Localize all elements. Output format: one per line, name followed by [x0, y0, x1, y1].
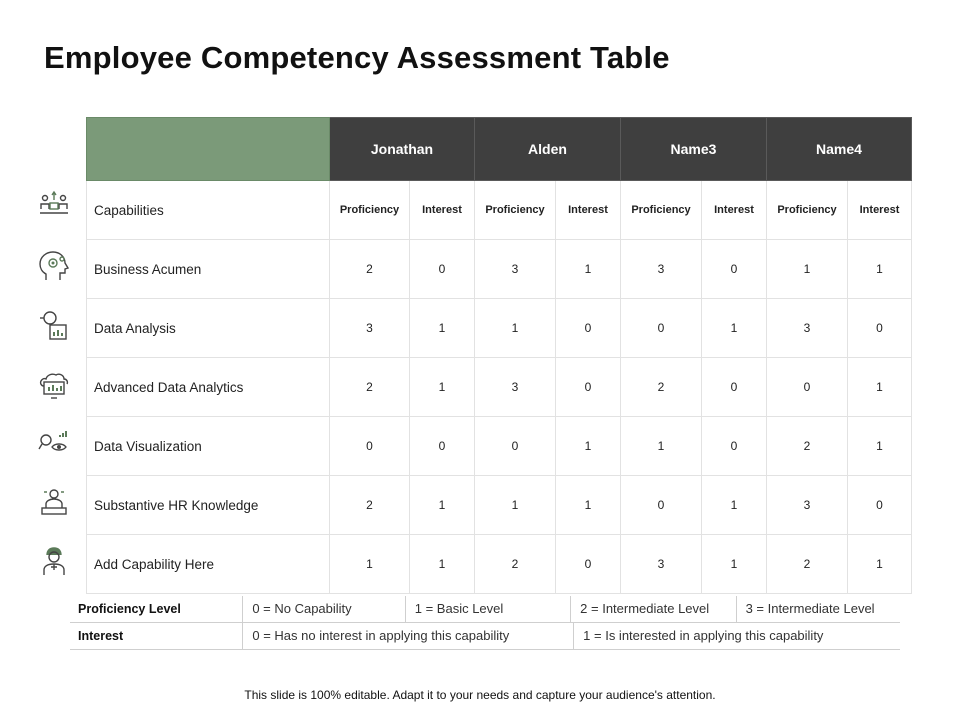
- proficiency-score: 1: [621, 417, 702, 476]
- header-corner-cell: [87, 118, 330, 181]
- interest-score: 1: [848, 358, 912, 417]
- interest-score: 0: [702, 358, 767, 417]
- proficiency-score: 0: [621, 299, 702, 358]
- interest-score: 1: [410, 299, 475, 358]
- table-row: [87, 476, 912, 535]
- proficiency-score: 3: [621, 535, 702, 594]
- legend-item: 2 = Intermediate Level: [570, 596, 735, 622]
- table-row: [87, 535, 912, 594]
- footer-note: This slide is 100% editable. Adapt it to your needs and capture your audience's attention.: [244, 688, 716, 702]
- interest-score: 1: [848, 417, 912, 476]
- interest-score: 0: [556, 299, 621, 358]
- interest-header: Interest: [848, 181, 912, 240]
- interest-score: 0: [848, 299, 912, 358]
- name-header: Name4: [767, 118, 912, 181]
- interest-score: 0: [848, 476, 912, 535]
- interest-score: 0: [702, 417, 767, 476]
- cloud-chart-icon: [36, 366, 72, 402]
- legend-item: 3 = Intermediate Level: [736, 596, 900, 622]
- interest-header: Interest: [556, 181, 621, 240]
- capability-name: Business Acumen: [87, 240, 330, 299]
- employee-avatar-icon: [36, 543, 72, 579]
- interest-score: 1: [702, 299, 767, 358]
- proficiency-header: Proficiency: [330, 181, 410, 240]
- proficiency-score: 3: [475, 358, 556, 417]
- interest-score: 1: [556, 476, 621, 535]
- name-header-row: [87, 118, 912, 181]
- interest-score: 1: [848, 535, 912, 594]
- interest-score: 1: [702, 535, 767, 594]
- proficiency-score: 3: [621, 240, 702, 299]
- interest-score: 1: [556, 417, 621, 476]
- legend-item: 0 = Has no interest in applying this capability: [242, 623, 573, 649]
- interest-score: 1: [410, 476, 475, 535]
- proficiency-score: 2: [621, 358, 702, 417]
- capability-name: Data Visualization: [87, 417, 330, 476]
- proficiency-score: 0: [767, 358, 848, 417]
- legend-proficiency-row: [70, 596, 900, 623]
- capability-name: Add Capability Here: [87, 535, 330, 594]
- capabilities-people-icon: [36, 189, 72, 225]
- proficiency-score: 0: [330, 417, 410, 476]
- brain-gear-icon: [36, 248, 72, 284]
- proficiency-header: Proficiency: [621, 181, 702, 240]
- legend-item: 1 = Basic Level: [405, 596, 570, 622]
- proficiency-score: 0: [475, 417, 556, 476]
- interest-score: 1: [848, 240, 912, 299]
- eye-chart-icon: [36, 425, 72, 461]
- interest-score: 0: [556, 358, 621, 417]
- proficiency-score: 3: [767, 299, 848, 358]
- proficiency-score: 1: [475, 299, 556, 358]
- table-row: [87, 417, 912, 476]
- legend-interest-label: Interest: [78, 629, 124, 643]
- interest-score: 1: [410, 535, 475, 594]
- capability-name: Substantive HR Knowledge: [87, 476, 330, 535]
- proficiency-score: 2: [767, 417, 848, 476]
- proficiency-score: 3: [767, 476, 848, 535]
- interest-score: 1: [702, 476, 767, 535]
- name-header: Name3: [621, 118, 767, 181]
- proficiency-score: 2: [767, 535, 848, 594]
- interest-header: Interest: [410, 181, 475, 240]
- hr-person-desk-icon: [36, 484, 72, 520]
- proficiency-score: 2: [330, 240, 410, 299]
- proficiency-score: 2: [475, 535, 556, 594]
- interest-score: 0: [410, 417, 475, 476]
- proficiency-score: 1: [330, 535, 410, 594]
- proficiency-score: 1: [475, 476, 556, 535]
- competency-table: [86, 117, 912, 594]
- interest-score: 0: [556, 535, 621, 594]
- name-header: Alden: [475, 118, 621, 181]
- proficiency-score: 3: [475, 240, 556, 299]
- interest-header: Interest: [702, 181, 767, 240]
- interest-score: 0: [410, 240, 475, 299]
- proficiency-score: 3: [330, 299, 410, 358]
- interest-score: 0: [702, 240, 767, 299]
- name-header: Jonathan: [330, 118, 475, 181]
- table-row: [87, 358, 912, 417]
- legend-interest-row: [70, 623, 900, 650]
- proficiency-header: Proficiency: [475, 181, 556, 240]
- legend: [70, 596, 900, 650]
- interest-score: 1: [410, 358, 475, 417]
- proficiency-score: 2: [330, 358, 410, 417]
- page-title: Employee Competency Assessment Table: [44, 40, 670, 75]
- capability-name: Data Analysis: [87, 299, 330, 358]
- table-row: [87, 240, 912, 299]
- magnifier-chart-icon: [36, 307, 72, 343]
- legend-item: 0 = No Capability: [242, 596, 404, 622]
- capability-name: Advanced Data Analytics: [87, 358, 330, 417]
- capabilities-label: Capabilities: [87, 181, 330, 240]
- legend-item: 1 = Is interested in applying this capability: [573, 623, 900, 649]
- table-row: [87, 299, 912, 358]
- proficiency-score: 2: [330, 476, 410, 535]
- interest-score: 1: [556, 240, 621, 299]
- proficiency-header: Proficiency: [767, 181, 848, 240]
- legend-proficiency-label: Proficiency Level: [78, 602, 181, 616]
- sub-header-row: [87, 181, 912, 240]
- proficiency-score: 0: [621, 476, 702, 535]
- proficiency-score: 1: [767, 240, 848, 299]
